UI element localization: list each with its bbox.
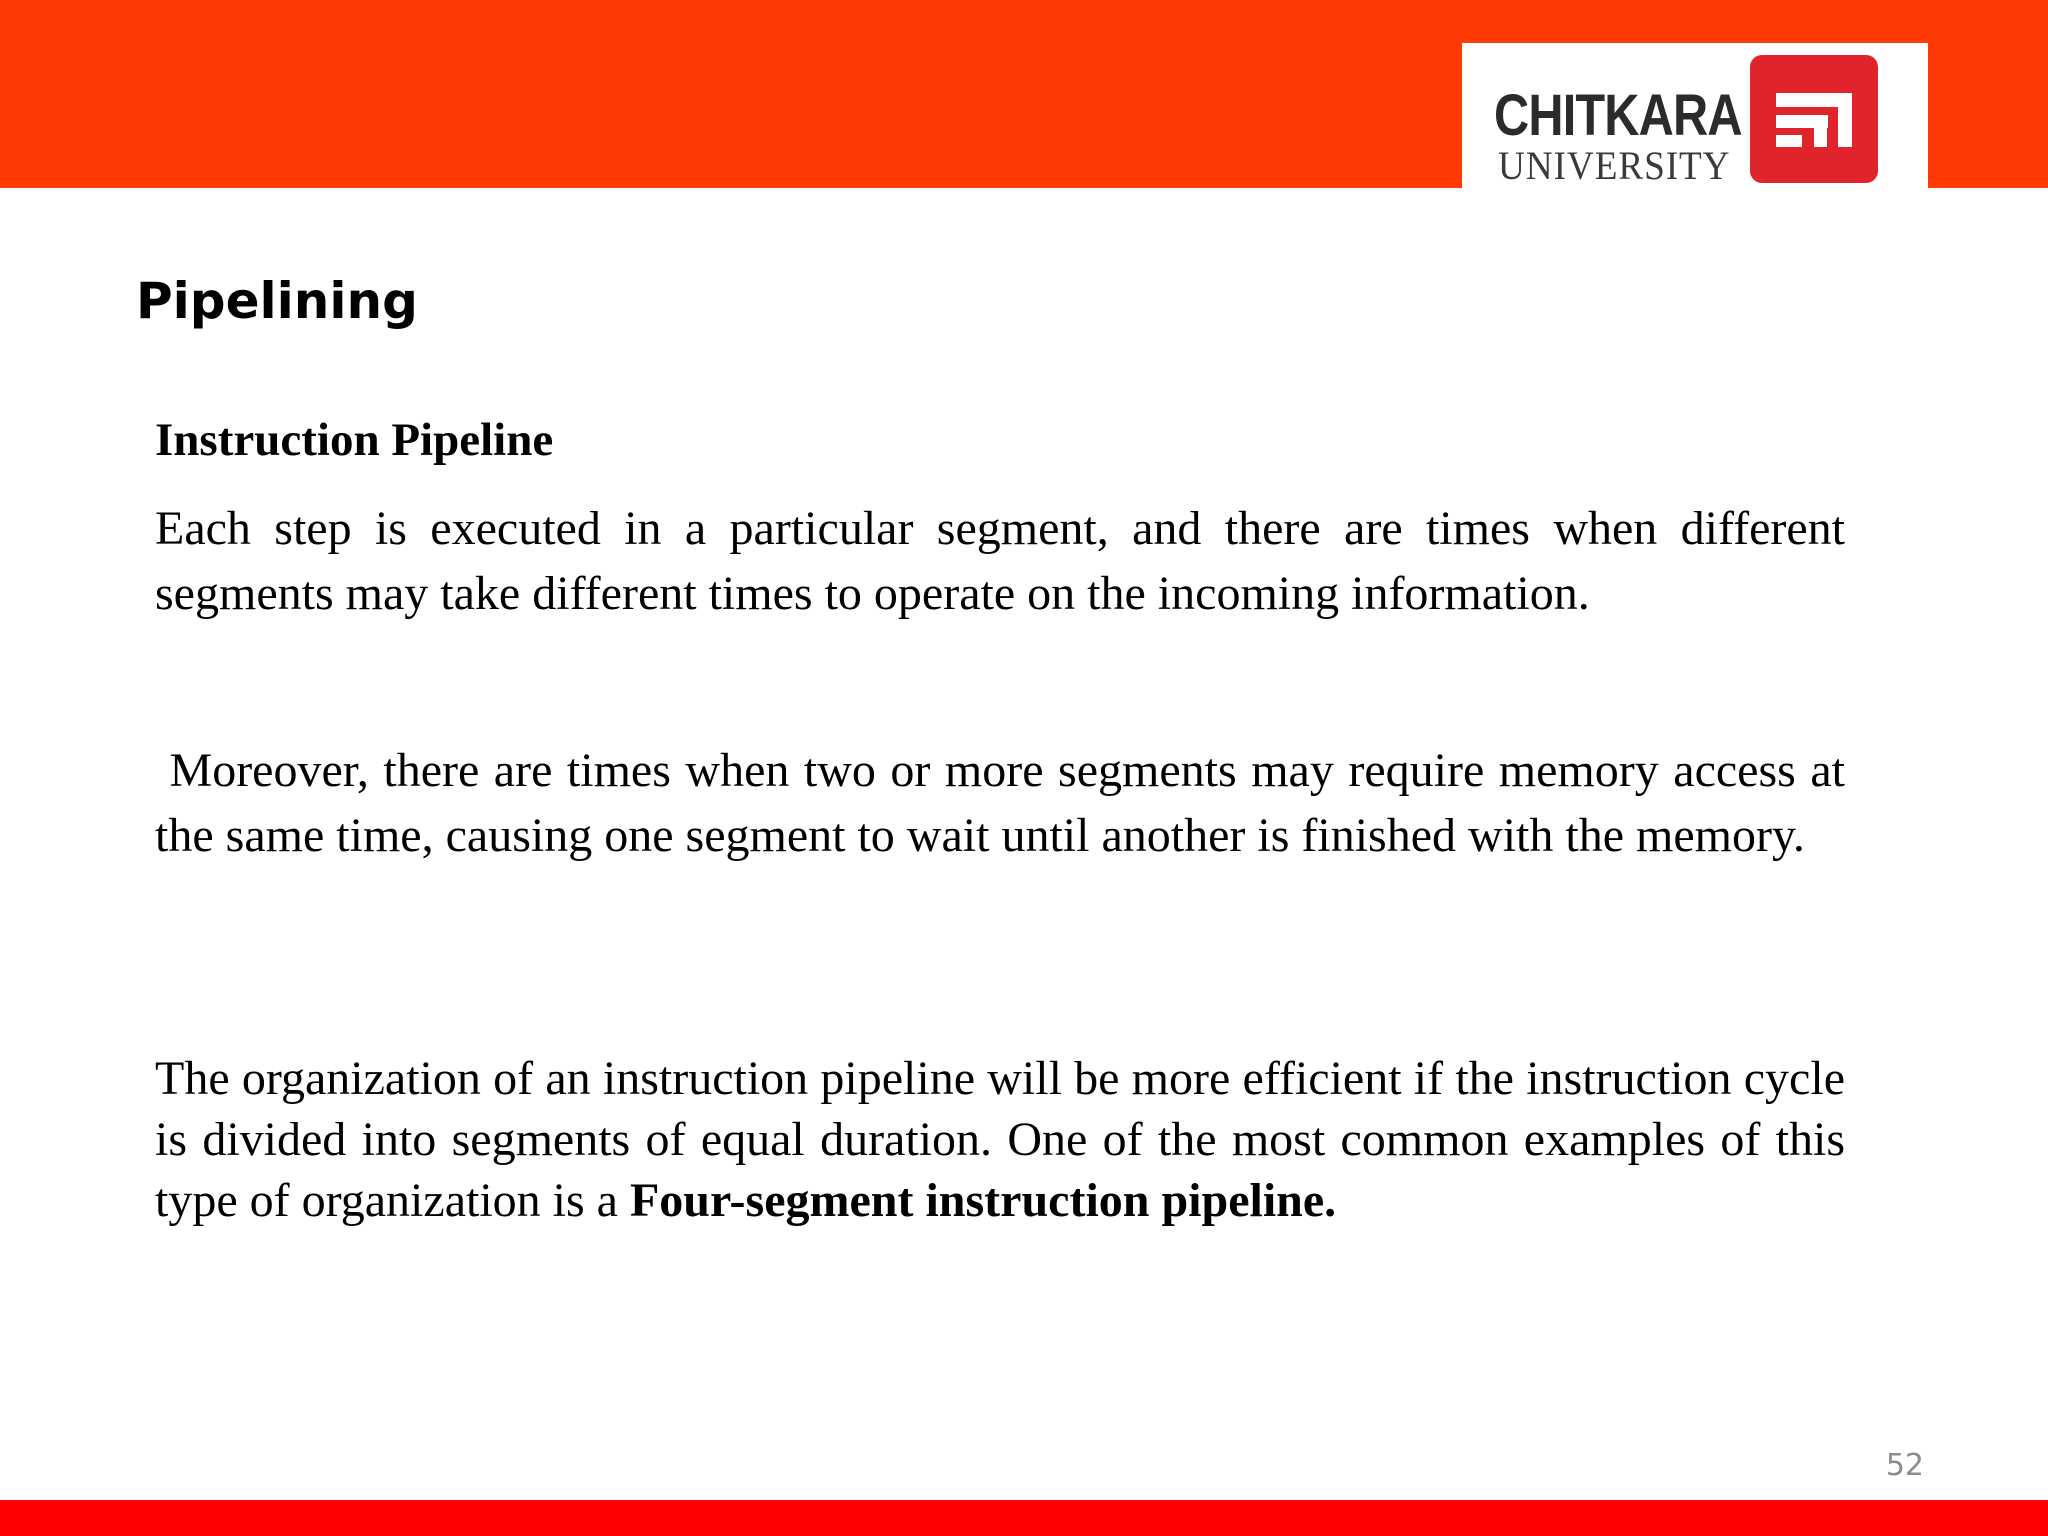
slide-title: Pipelining	[136, 272, 418, 330]
logo-subtitle: UNIVERSITY	[1498, 143, 1731, 188]
paragraph-2	[155, 738, 1845, 868]
footer-bar	[0, 1500, 2048, 1536]
chitkara-logo-icon	[1750, 55, 1878, 183]
page-number: 52	[1885, 1448, 1924, 1483]
logo-name: CHITKARA	[1494, 83, 1742, 148]
section-heading: Instruction Pipeline	[155, 414, 554, 466]
paragraph-3	[155, 1048, 1845, 1231]
paragraph-1: Each step is executed in a particular segment, and there are times when different segments may take different times to operate on the incoming information.	[155, 502, 1845, 620]
paragraph-3-emphasis: Four-segment instruction pipeline.	[629, 1174, 1337, 1227]
paragraph-3-text: The organization of an instruction pipeline will be more efficient if the instruction cycle is divided into segments of equal duration. One of the most common examples of this type of organization is a	[155, 1052, 1845, 1227]
paragraph-2-text: Moreover, there are times when two or more segments may require memory access at the same time, causing one segment to wait until another is finished with the memory.	[155, 744, 1845, 862]
university-logo	[1462, 43, 1928, 188]
